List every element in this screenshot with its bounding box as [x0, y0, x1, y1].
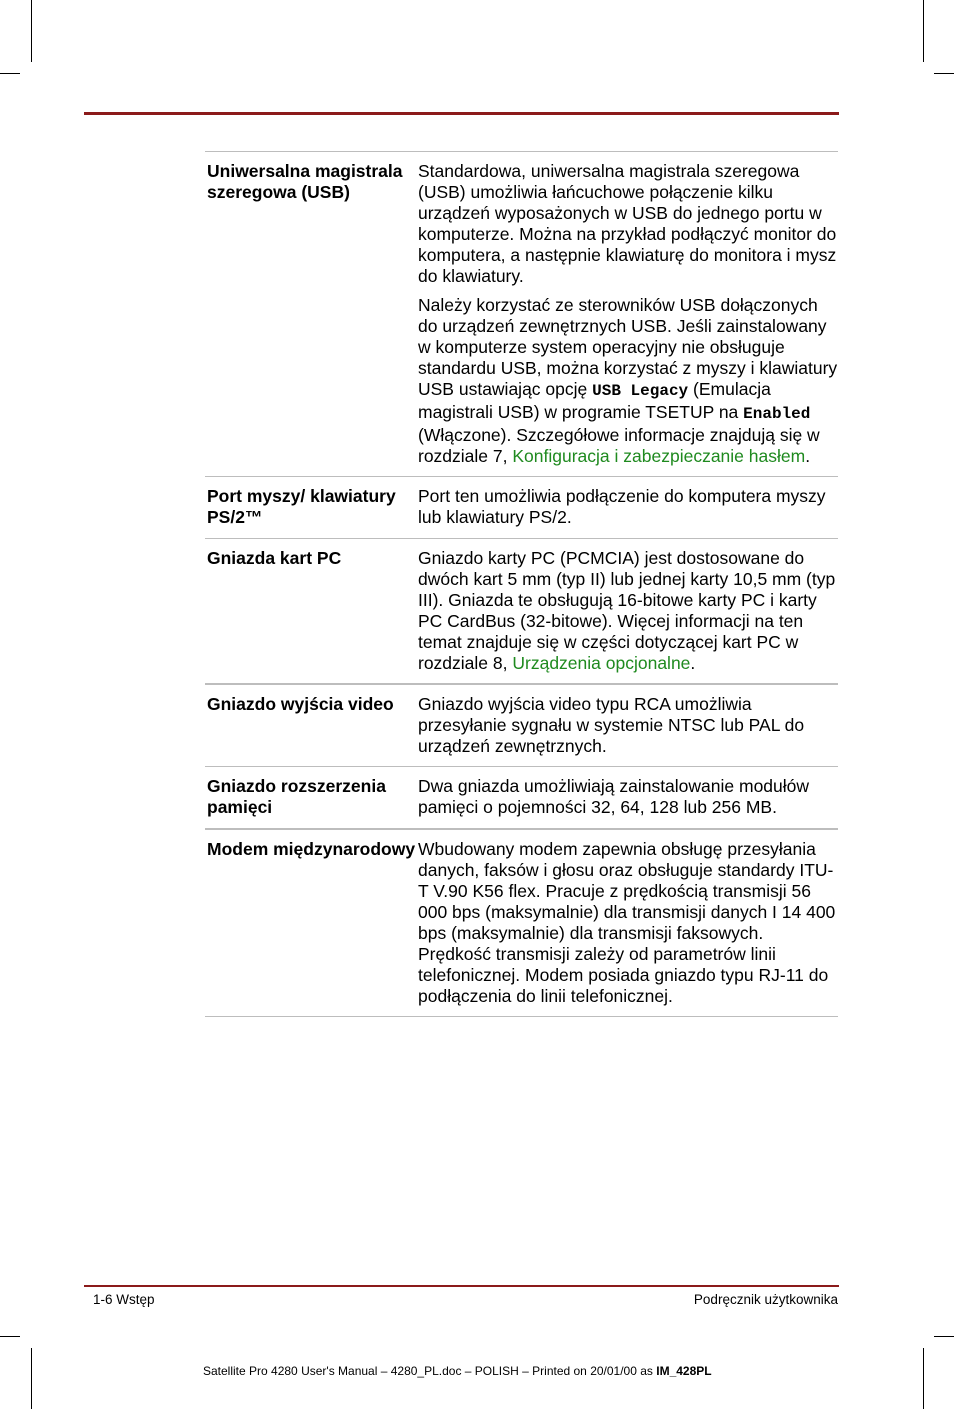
- term-memory: Gniazdo rozszerzenia pamięci: [207, 776, 386, 818]
- term-usb: Uniwersalna magistrala szeregowa (USB): [207, 161, 403, 202]
- crop-mark: [31, 1348, 32, 1409]
- crop-mark: [923, 1348, 924, 1409]
- crop-mark: [934, 73, 954, 74]
- desc-text: Gniazdo wyjścia video typu RCA umożliwia przesyłanie sygnału w systemie NTSC lub PAL do urządzeń zewnętrznych.: [418, 694, 805, 757]
- text-run: Gniazdo karty PC (PCMCIA) jest dostosowane do dwóch kart 5 mm (typ II) lub jednej karty 10,5 mm (typ III). Gniazda te obsługują 16-bitowe karty PC i karty PC CardBus (32-bitowe). Więcej informacji na ten temat znajduje się w części dotyczącej kart PC w rozdziale 8,: [418, 547, 836, 673]
- footer-rule: [84, 1285, 839, 1287]
- text-run: (Włączone). Szczegółowe informacje znajdują się w rozdziale 7,: [418, 425, 820, 467]
- text-run: .: [805, 446, 811, 467]
- desc-usb: [418, 161, 838, 467]
- desc-modem: [418, 839, 838, 1008]
- print-code: IM_428PL: [656, 1364, 712, 1378]
- page-number: 1-6 Wstęp: [93, 1292, 155, 1307]
- code-usb-legacy: USB Legacy: [592, 381, 689, 400]
- crop-mark: [0, 1336, 20, 1337]
- crop-mark: [923, 0, 924, 62]
- spec-table: [205, 151, 838, 1017]
- desc-text: [418, 548, 838, 675]
- table-row: [205, 539, 838, 686]
- text-run: .: [690, 652, 696, 673]
- table-row: [205, 830, 838, 1018]
- text-run: Należy korzystać ze sterowników USB dołączonych do urządzeń zewnętrznych USB. Jeśli zainstalowany w komputerze system operacyjny nie obsługuje standardu USB, można korzystać z myszy i klawiatury USB ustawiając opcję: [418, 294, 838, 399]
- desc-text: Dwa gniazda umożliwiają zainstalowanie modułów pamięci o pojemności 32, 64, 128 lub 256 MB.: [418, 776, 810, 818]
- desc-usb-paragraph-1: Standardowa, uniwersalna magistrala szeregowa (USB) umożliwia łańcuchowe połączenie kilku urządzeń wyposażonych w USB do jednego portu w komputerze. Można na przykład podłączyć monitor do komputera, a następnie klawiaturę do monitora i mysz do klawiatury.: [418, 161, 837, 287]
- header-rule: [84, 112, 839, 115]
- manual-title: Podręcznik użytkownika: [693, 1292, 838, 1307]
- desc-memory: [418, 776, 838, 818]
- print-info: [203, 1364, 712, 1378]
- desc-usb-paragraph-2: [418, 295, 838, 468]
- table-row: [205, 152, 838, 477]
- desc-video-out: [418, 694, 838, 757]
- desc-text: Port ten umożliwia podłączenie do komputera myszy lub klawiatury PS/2.: [418, 486, 826, 528]
- crop-mark: [31, 0, 32, 62]
- table-row: [205, 685, 838, 767]
- term-ps2: Port myszy/ klawiatury PS/2™: [207, 486, 396, 528]
- link-optional-devices[interactable]: Urządzenia opcjonalne: [512, 652, 691, 673]
- table-row: [205, 767, 838, 829]
- desc-text: Wbudowany modem zapewnia obsługę przesyłania danych, faksów i głosu oraz obsługuje standardy ITU-T V.90 K56 flex. Pracuje z prędkością transmisji 56 000 bps (maksymalnie) dla transmisji danych I 14 400 bps (maksymalnie) dla transmisji faksowych. Prędkość transmisji zależy od parametrów linii telefonicznej. Modem posiada gniazdo typu RJ-11 do podłączenia do linii telefonicznej.: [418, 838, 836, 1007]
- term-pc-card: Gniazda kart PC: [207, 547, 342, 568]
- crop-mark: [934, 1336, 954, 1337]
- print-text: Satellite Pro 4280 User's Manual – 4280_PL.doc – POLISH – Printed on 20/01/00 as: [203, 1364, 653, 1378]
- table-row: [205, 477, 838, 538]
- desc-pc-card: [418, 548, 838, 675]
- desc-ps2: [418, 486, 838, 528]
- term-modem: Modem międzynarodowy: [207, 838, 416, 859]
- link-config-security[interactable]: Konfiguracja i zabezpieczanie hasłem: [512, 446, 806, 467]
- term-video-out: Gniazdo wyjścia video: [207, 694, 394, 715]
- crop-mark: [0, 73, 20, 74]
- code-enabled: Enabled: [743, 405, 811, 424]
- text-run: (Emulacja magistrali USB) w programie TSETUP na: [418, 378, 771, 423]
